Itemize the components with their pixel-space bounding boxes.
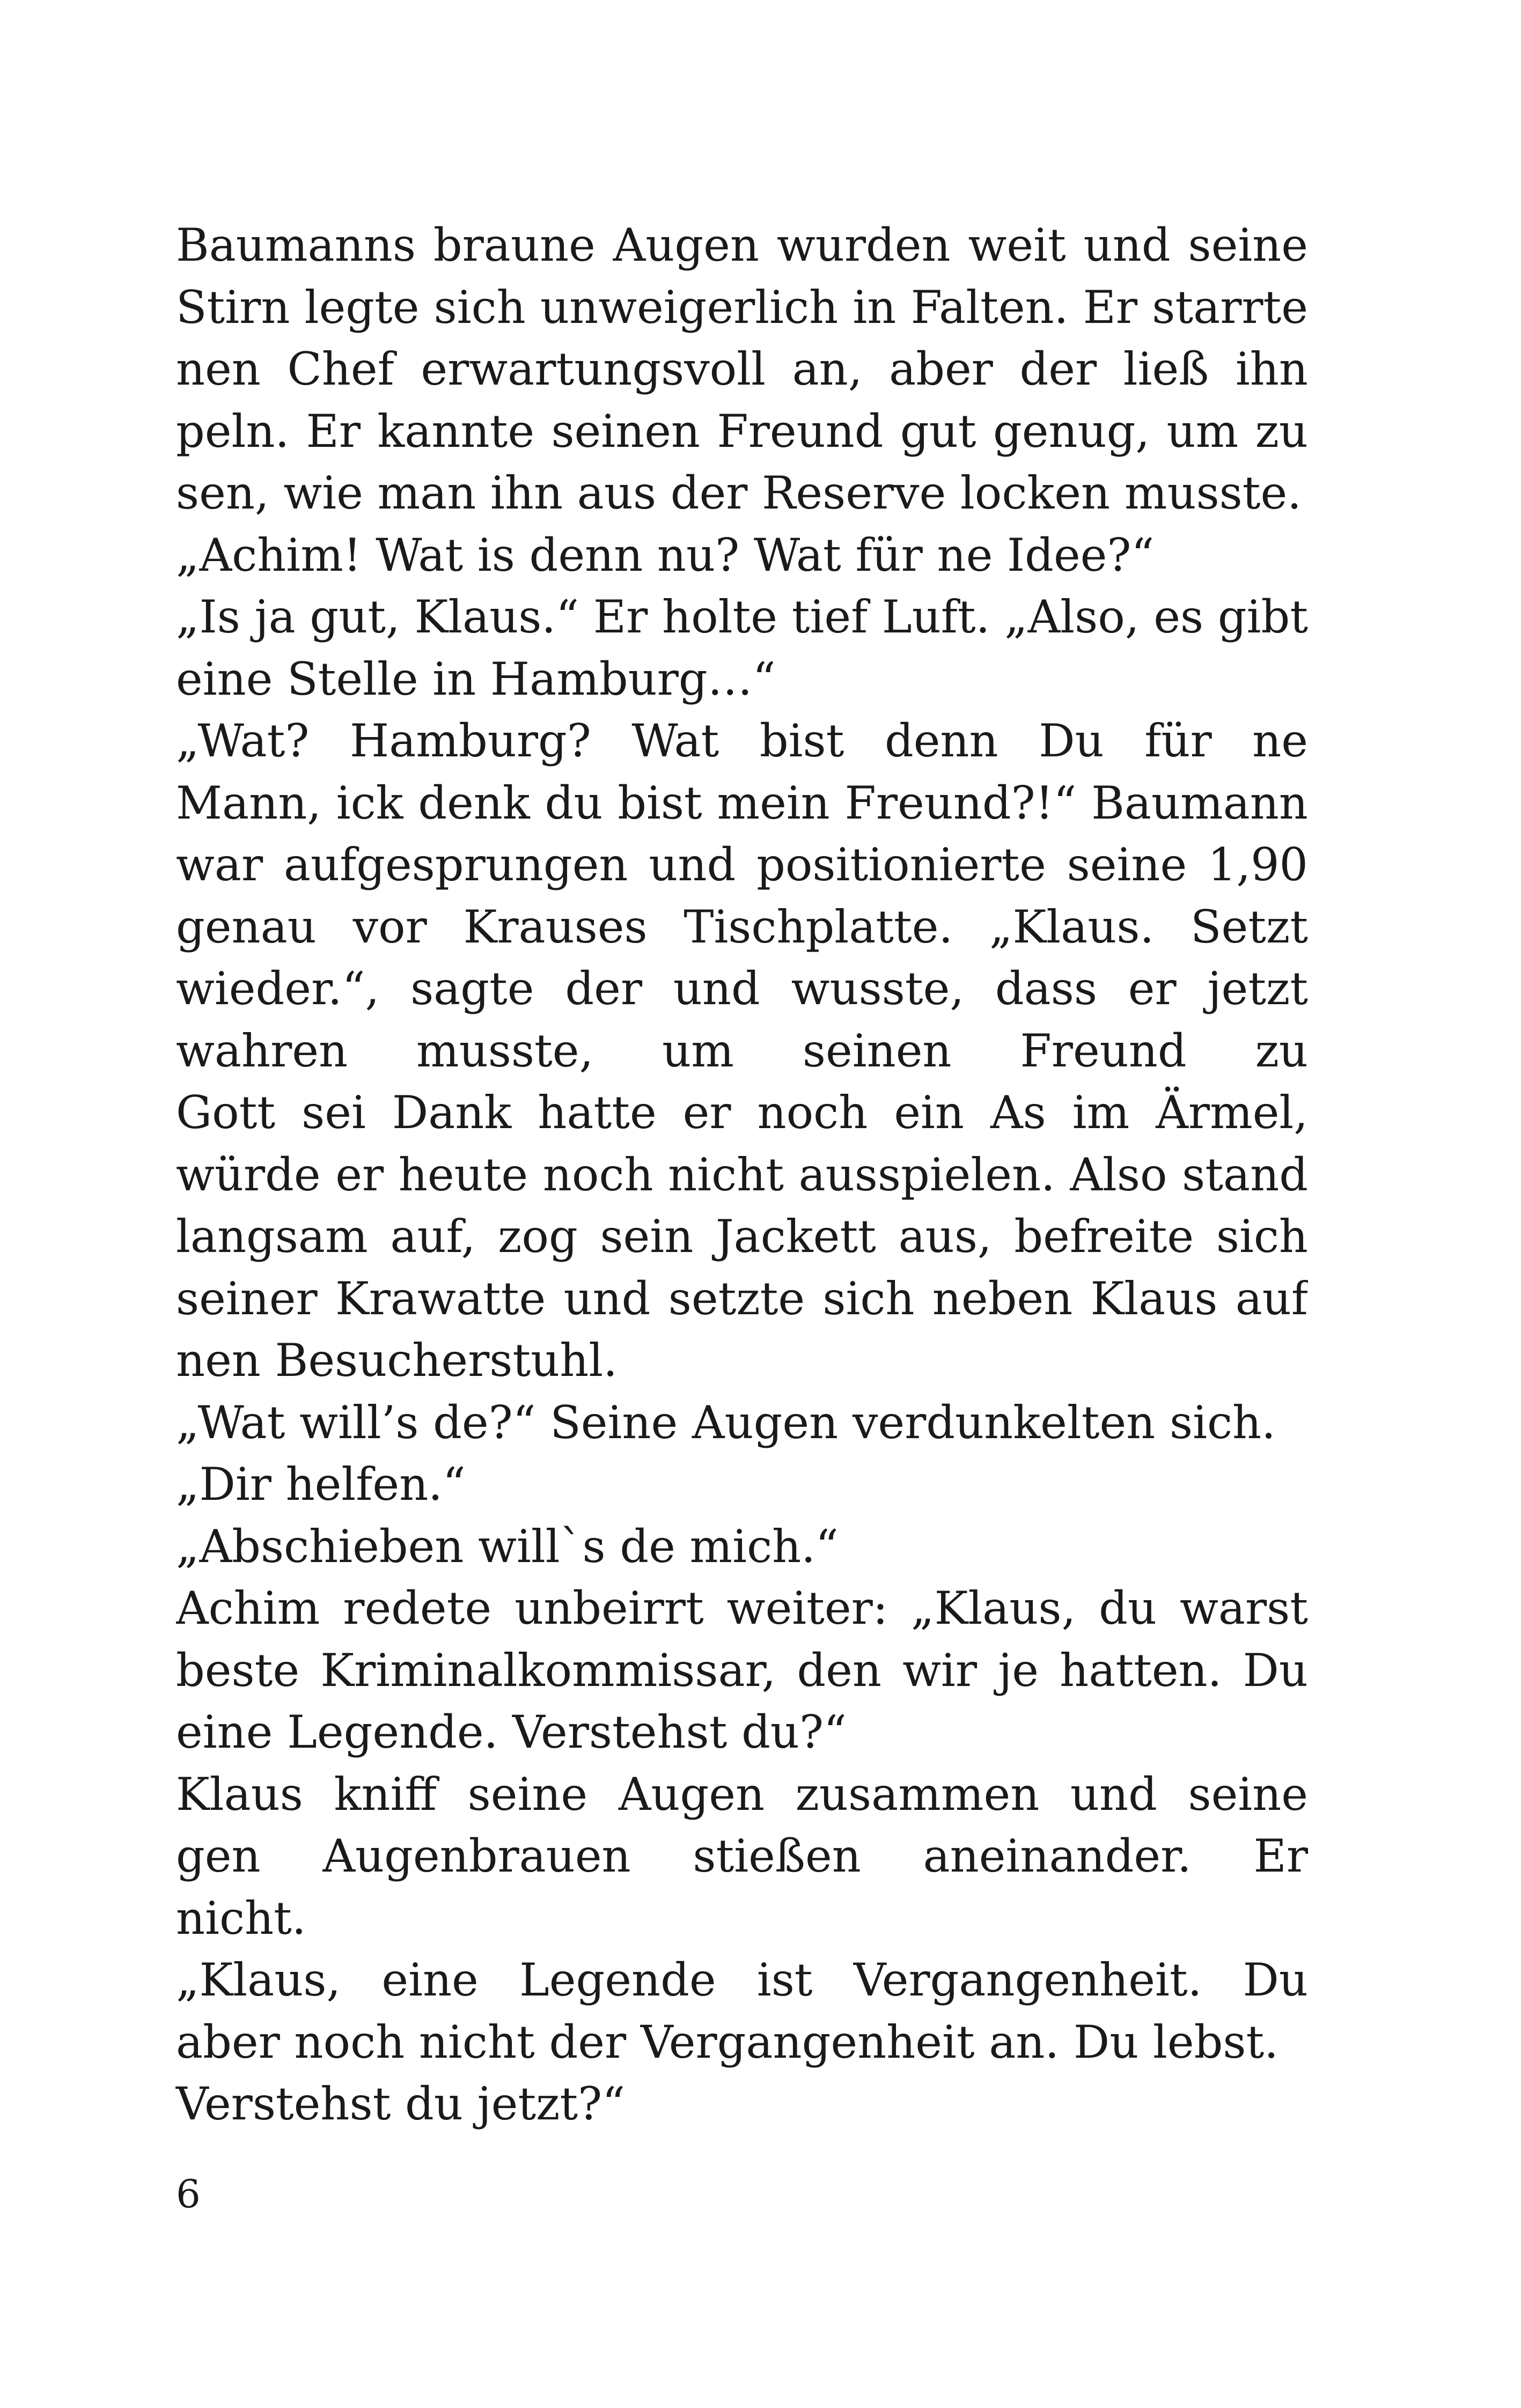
text-line: genau vor Krauses Tischplatte. „Klaus. Setzt — [176, 900, 1308, 953]
text-line: peln. Er kannte seinen Freund gut genug, um zu — [176, 404, 1308, 458]
text-line: Verstehst du jetzt?“ — [176, 2078, 626, 2130]
text-line: nen Chef erwartungsvoll an, aber der ließ ihn — [176, 343, 1308, 395]
text-line: wieder.“, sagte der und wusste, dass er jetzt — [176, 962, 1308, 1015]
text-line: nicht. — [176, 1891, 306, 1945]
text-line: „Wat? Hamburg? Wat bist denn Du für ne — [176, 715, 1308, 767]
text-line: seiner Krawatte und setzte sich neben Klaus auf — [176, 1272, 1308, 1325]
text-line: sen, wie man ihn aus der Reserve locken musste. — [176, 467, 1302, 519]
page-number: 6 — [176, 2171, 201, 2216]
text-line: gen Augenbrauen stießen aneinander. Er — [176, 1830, 1308, 1882]
text-line: beste Kriminalkommissar, den wir je hatten. Du — [176, 1644, 1308, 1697]
text-line: nen Besucherstuhl. — [176, 1334, 618, 1387]
text-line: Baumanns braune Augen wurden weit und seine — [176, 219, 1308, 271]
text-line: Stirn legte sich unweigerlich in Falten. Er starrte — [176, 281, 1308, 334]
text-line: „Wat will’s de?“ Seine Augen verdunkelten sich. — [176, 1396, 1276, 1449]
text-line: eine Legende. Verstehst du?“ — [176, 1706, 847, 1758]
body-text — [176, 215, 1308, 2135]
text-line: Achim redete unbeirrt weiter: „Klaus, du warst — [176, 1582, 1308, 1634]
text-line: aber noch nicht der Vergangenheit an. Du lebst. — [176, 2015, 1278, 2068]
text-line: würde er heute noch nicht ausspielen. Also stand — [176, 1148, 1308, 1201]
text-line: Klaus kniff seine Augen zusammen und seine — [176, 1768, 1308, 1821]
text-line: wahren musste, um seinen Freund zu — [176, 1024, 1308, 1077]
text-line: „Abschieben will`s de mich.“ — [176, 1520, 839, 1573]
text-line: „Achim! Wat is denn nu? Wat für ne Idee?“ — [176, 528, 1155, 581]
text-line: Gott sei Dank hatte er noch ein As im Ärmel, — [176, 1086, 1308, 1139]
text-line: „Klaus, eine Legende ist Vergangenheit. Du — [176, 1954, 1308, 2006]
text-line: „Dir helfen.“ — [176, 1458, 466, 1511]
text-line: „Is ja gut, Klaus.“ Er holte tief Luft. „Also, es gibt — [176, 591, 1308, 643]
text-line: langsam auf, zog sein Jackett aus, befreite sich — [176, 1210, 1308, 1263]
text-line: eine Stelle in Hamburg…“ — [176, 652, 776, 705]
text-line: Mann, ick denk du bist mein Freund?!“ Baumann — [176, 776, 1308, 829]
text-line: war aufgesprungen und positionierte seine 1,90 — [176, 838, 1308, 891]
